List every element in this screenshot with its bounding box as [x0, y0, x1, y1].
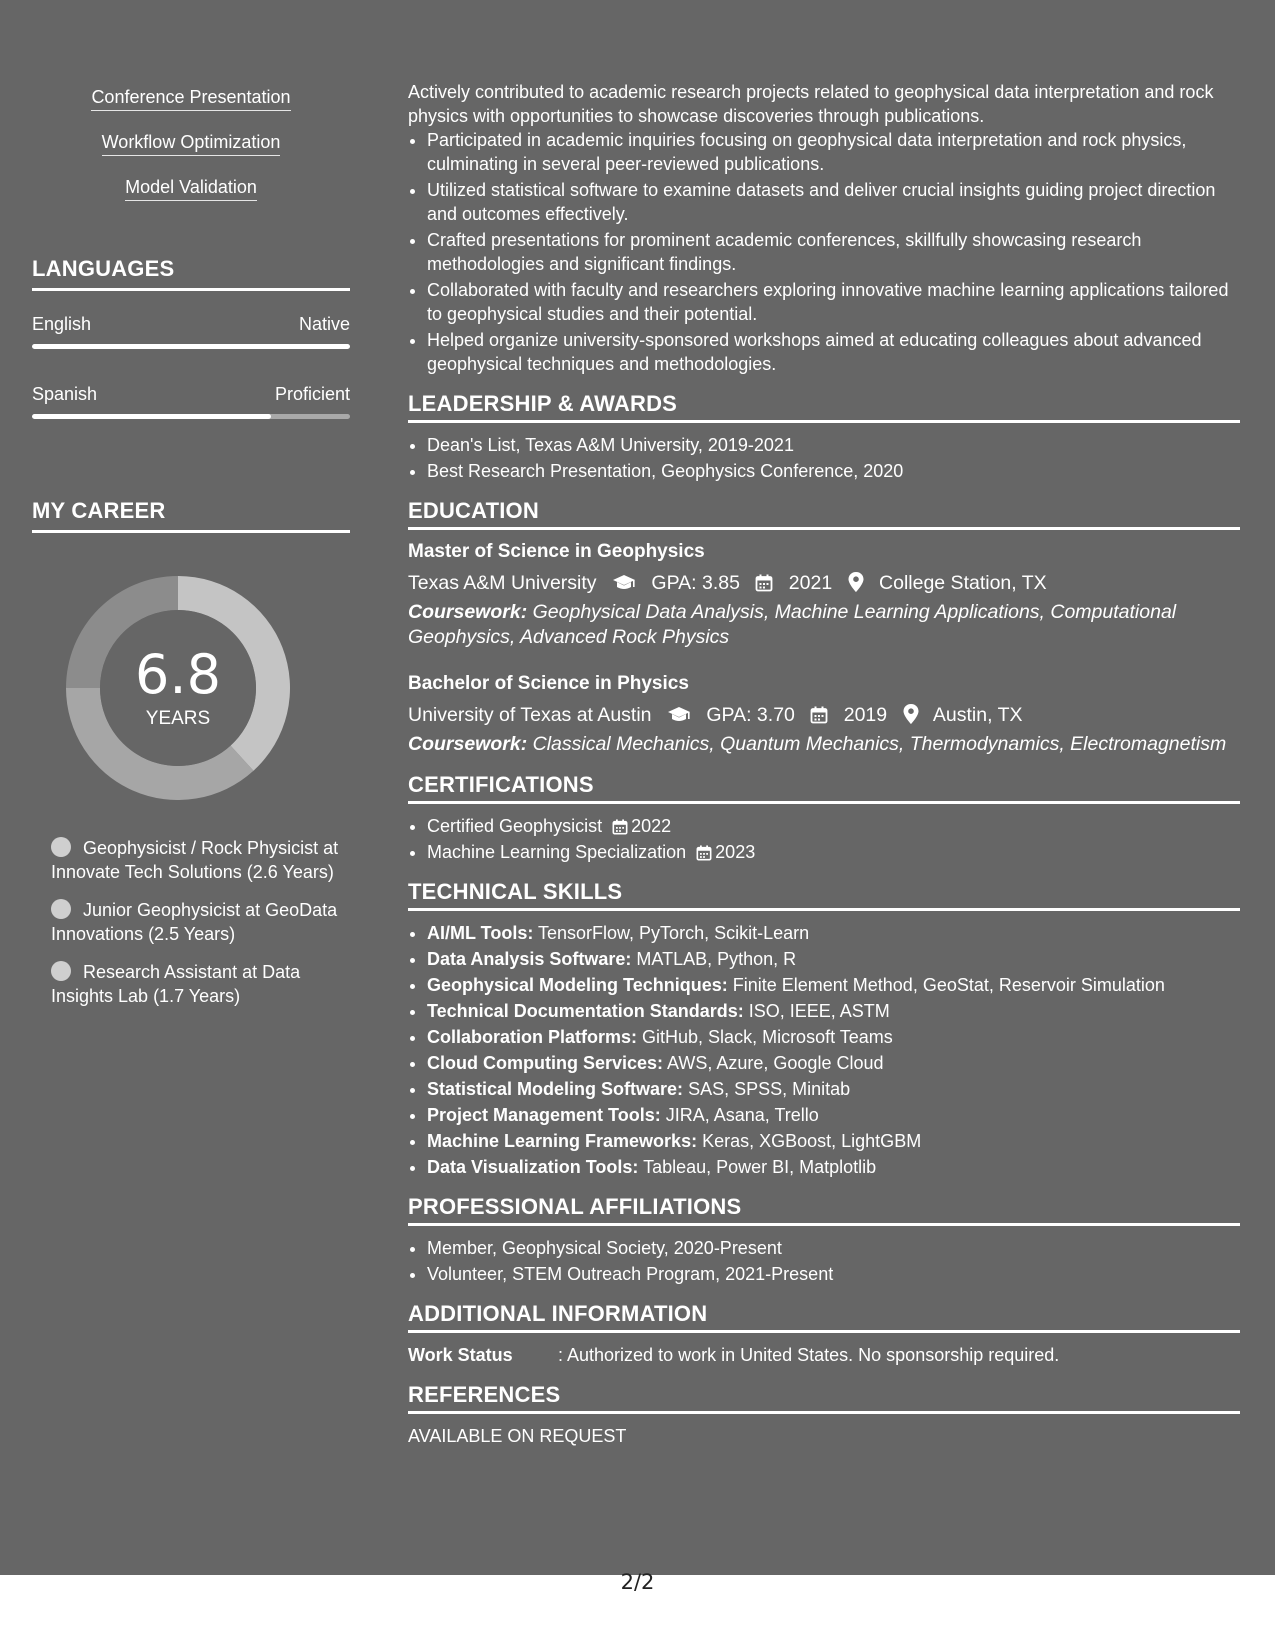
- skill-value: TensorFlow, PyTorch, Scikit-Learn: [538, 923, 810, 943]
- work-status-label: Work Status: [408, 1345, 513, 1365]
- career-donut-chart: [66, 576, 290, 800]
- education-entry: [408, 540, 1240, 650]
- skill-item: [427, 1155, 1240, 1179]
- location-pin-icon: [903, 704, 919, 724]
- graduation-year: 2019: [843, 704, 888, 726]
- affiliations-heading: PROFESSIONAL AFFILIATIONS: [408, 1195, 1240, 1226]
- school-name: University of Texas at Austin: [408, 704, 652, 726]
- leadership-item: • Dean's List, Texas A&M University, 2019-2021: [427, 433, 1240, 457]
- skill-item: [427, 1051, 1240, 1075]
- skill-item: [427, 921, 1240, 945]
- coursework: [408, 732, 1240, 757]
- calendar-icon: [696, 845, 712, 861]
- skill-label: Data Analysis Software:: [427, 949, 632, 969]
- career-legend-item: [51, 898, 341, 946]
- work-status-value: : Authorized to work in United States. No sponsorship required.: [558, 1345, 1060, 1365]
- degree-title: Bachelor of Science in Physics: [408, 673, 689, 694]
- technical-skills-list: [408, 921, 1240, 1179]
- page-number: 2/2: [620, 1570, 655, 1594]
- career-legend-label: Geophysicist / Rock Physicist at Innovate Tech Solutions (2.6 Years): [51, 838, 339, 882]
- certifications-list: [408, 814, 1240, 864]
- skill-item: [427, 1077, 1240, 1101]
- references-heading: REFERENCES: [408, 1383, 1240, 1414]
- gpa: GPA: 3.70: [706, 704, 795, 726]
- skill-value: Finite Element Method, GeoStat, Reservoir Simulation: [732, 975, 1165, 995]
- donut-center: [66, 576, 290, 800]
- education-entry: [408, 672, 1240, 757]
- experience-intro: Actively contributed to academic research projects related to geophysical data interpretation and rock physics with opportunities to showcase discoveries through publications.: [408, 82, 1214, 126]
- legend-dot-icon: [51, 899, 71, 919]
- skill-label: Collaboration Platforms:: [427, 1027, 638, 1047]
- certification-name: Certified Geophysicist: [427, 816, 603, 836]
- experience-bullet: • Participated in academic inquiries focusing on geophysical data interpretation and rock physics, culminating in several peer-reviewed publications.: [427, 128, 1240, 176]
- career-legend-item: [51, 960, 341, 1008]
- skill-label: Cloud Computing Services:: [427, 1053, 664, 1073]
- skill-link-workflow-optimization[interactable]: Workflow Optimization: [102, 131, 281, 156]
- language-bar-spanish: [32, 414, 350, 419]
- career-total-unit: YEARS: [145, 708, 211, 729]
- affiliation-item: • Volunteer, STEM Outreach Program, 2021-Present: [427, 1262, 1240, 1286]
- skill-item: [427, 1129, 1240, 1153]
- skill-value: SAS, SPSS, Minitab: [688, 1079, 851, 1099]
- language-name: English: [32, 314, 92, 334]
- calendar-icon: [810, 706, 828, 724]
- career-legend-label: Junior Geophysicist at GeoData Innovations (2.5 Years): [51, 900, 338, 944]
- language-row-spanish: [32, 384, 350, 405]
- career-heading: MY CAREER: [32, 498, 350, 533]
- skill-label: Geophysical Modeling Techniques:: [427, 975, 728, 995]
- skill-value: MATLAB, Python, R: [636, 949, 797, 969]
- right-column: [408, 80, 1240, 1448]
- career-legend: [51, 836, 341, 1022]
- coursework-label: Coursework:: [408, 601, 528, 623]
- language-row-english: [32, 314, 350, 335]
- skill-value: Keras, XGBoost, LightGBM: [702, 1131, 922, 1151]
- education-heading: EDUCATION: [408, 499, 1240, 530]
- skill-link-model-validation[interactable]: Model Validation: [125, 176, 257, 201]
- technical-skills-heading: TECHNICAL SKILLS: [408, 880, 1240, 911]
- certification-year: 2023: [715, 842, 756, 862]
- additional-info-heading: ADDITIONAL INFORMATION: [408, 1302, 1240, 1333]
- experience-bullet: • Utilized statistical software to examine datasets and deliver crucial insights guiding project direction and outcomes effectively.: [427, 178, 1240, 226]
- skill-value: ISO, IEEE, ASTM: [748, 1001, 890, 1021]
- degree-title: Master of Science in Geophysics: [408, 541, 705, 562]
- references-text: AVAILABLE ON REQUEST: [408, 1426, 627, 1446]
- skill-label: AI/ML Tools:: [427, 923, 534, 943]
- affiliation-item: • Member, Geophysical Society, 2020-Present: [427, 1236, 1240, 1260]
- leadership-list: [408, 433, 1240, 483]
- skill-label: Project Management Tools:: [427, 1105, 661, 1125]
- certification-item: [427, 814, 1240, 838]
- skill-value: GitHub, Slack, Microsoft Teams: [642, 1027, 893, 1047]
- career-legend-item: [51, 836, 341, 884]
- calendar-icon: [755, 574, 773, 592]
- skill-value: JIRA, Asana, Trello: [665, 1105, 819, 1125]
- skill-label: Statistical Modeling Software:: [427, 1079, 684, 1099]
- coursework: [408, 600, 1240, 650]
- coursework-list: Geophysical Data Analysis, Machine Learning Applications, Computational Geophysics, Advanced Rock Physics: [408, 601, 1177, 648]
- languages-heading: LANGUAGES: [32, 256, 350, 291]
- skill-label: Technical Documentation Standards:: [427, 1001, 744, 1021]
- language-level: Proficient: [274, 384, 350, 404]
- skill-link-conference-presentation[interactable]: Conference Presentation: [91, 86, 290, 111]
- skill-value: Tableau, Power BI, Matplotlib: [643, 1157, 877, 1177]
- certification-item: [427, 840, 1240, 864]
- skill-item: [427, 947, 1240, 971]
- location: Austin, TX: [932, 704, 1023, 726]
- language-name: Spanish: [32, 384, 98, 404]
- certification-name: Machine Learning Specialization: [427, 842, 687, 862]
- calendar-icon: [612, 819, 628, 835]
- graduation-cap-icon: [612, 574, 636, 592]
- leadership-heading: LEADERSHIP & AWARDS: [408, 392, 1240, 423]
- skill-item: [427, 1103, 1240, 1127]
- coursework-label: Coursework:: [408, 733, 528, 755]
- experience-bullet: • Crafted presentations for prominent academic conferences, skillfully showcasing research methodologies and significant findings.: [427, 228, 1240, 276]
- education-meta: [408, 570, 1240, 596]
- certifications-heading: CERTIFICATIONS: [408, 773, 1240, 804]
- graduation-cap-icon: [667, 706, 691, 724]
- certification-year: 2022: [631, 816, 672, 836]
- legend-dot-icon: [51, 837, 71, 857]
- graduation-year: 2021: [788, 572, 833, 594]
- skill-item: [427, 1025, 1240, 1049]
- skill-links: [32, 86, 350, 221]
- language-bar-fill: [32, 414, 271, 419]
- language-bar-english: [32, 344, 350, 349]
- skill-item: [427, 999, 1240, 1023]
- location-pin-icon: [848, 572, 864, 592]
- leadership-item: • Best Research Presentation, Geophysics Conference, 2020: [427, 459, 1240, 483]
- career-legend-label: Research Assistant at Data Insights Lab (1.7 Years): [51, 962, 301, 1006]
- language-level: Native: [298, 314, 350, 334]
- experience-bullets: [408, 128, 1240, 376]
- skill-label: Machine Learning Frameworks:: [427, 1131, 698, 1151]
- gpa: GPA: 3.85: [651, 572, 740, 594]
- location: College Station, TX: [879, 572, 1047, 594]
- affiliations-list: [408, 1236, 1240, 1286]
- career-total-value: 6.8: [135, 643, 221, 706]
- experience-bullet: • Helped organize university-sponsored workshops aimed at educating colleagues about advanced geophysical techniques and methodologies.: [427, 328, 1240, 376]
- skill-value: AWS, Azure, Google Cloud: [667, 1053, 884, 1073]
- skill-label: Data Visualization Tools:: [427, 1157, 639, 1177]
- language-bar-fill: [32, 344, 350, 349]
- education-meta: [408, 702, 1240, 728]
- work-status-row: [408, 1343, 1240, 1367]
- experience-bullet: • Collaborated with faculty and researchers exploring innovative machine learning applications tailored to geophysical studies and their potential.: [427, 278, 1240, 326]
- legend-dot-icon: [51, 961, 71, 981]
- coursework-list: Classical Mechanics, Quantum Mechanics, Thermodynamics, Electromagnetism: [532, 733, 1227, 755]
- skill-item: [427, 973, 1240, 997]
- school-name: Texas A&M University: [408, 572, 597, 594]
